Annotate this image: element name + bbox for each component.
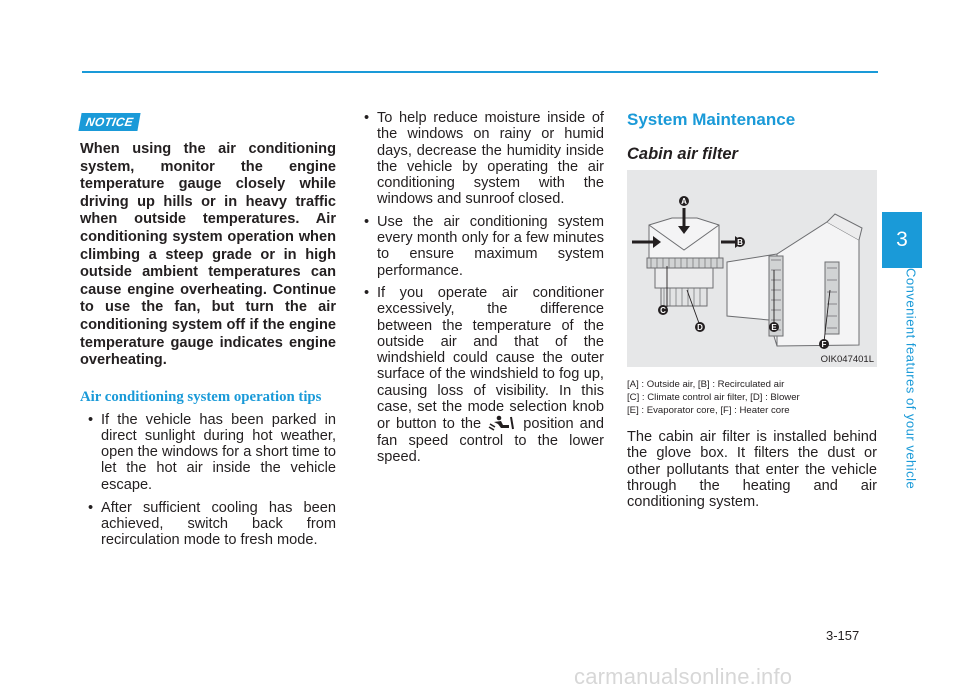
cabin-filter-figure (627, 170, 877, 367)
list-item: • After sufficient cooling has been achieved, switch back from recirculation mode to fresh mode. (88, 499, 336, 549)
tips-list-continued (356, 110, 604, 465)
list-item: • If you operate air conditioner excessively, the difference between the temperature of the outside air and that of the windshield could cause the outer surface of the windshield to fog up, causing loss of visibility. In this case, set the mode selection knob or button to the position and fan speed control to the lower speed. (364, 284, 604, 465)
list-item: • If the vehicle has been parked in direct sunlight during hot weather, open the windows for a short time to let the hot air inside the vehicle escape. (88, 411, 336, 493)
list-item: • To help reduce moisture inside of the windows on rainy or humid days, decrease the humidity inside the vehicle by operating the air conditioning system with the windows and sunroof closed. (364, 110, 604, 208)
floor-mode-icon (487, 415, 517, 431)
figure-code: OIK047401L (820, 354, 874, 365)
notice-text: When using the air conditioning system, monitor the engine temperature gauge closely while driving up hills or in heavy traffic when outside temperatures. Air conditioning system operation when climbing a steep grade or in high outside ambient temperatures can cause engine overheating. Continue to use the fan, but turn the air conditioning system off if the engine temperature gauge indicates engine overheating. (80, 141, 336, 369)
list-item: • Use the air conditioning system every month only for a few minutes to ensure maximum system performance. (364, 213, 604, 279)
watermark: carmanualsonline.info (574, 664, 793, 689)
section-title: System Maintenance (627, 110, 796, 129)
notice-badge: NOTICE (78, 113, 140, 131)
legend-line: [E] : Evaporator core, [F] : Heater core (627, 405, 790, 416)
header-rule (82, 71, 878, 73)
callout-d-label: D (697, 323, 703, 332)
chapter-label: Convenient features of your vehicle (903, 268, 919, 490)
legend-line: [C] : Climate control air filter, [D] : Blower (627, 392, 800, 403)
callout-f-label: F (821, 340, 827, 349)
right-column (627, 110, 877, 510)
left-column (80, 113, 336, 555)
callout-c-label: C (660, 306, 666, 315)
callout-b-label: B (737, 238, 743, 247)
figure-legend (627, 378, 877, 417)
callout-e-label: E (771, 323, 777, 332)
subsection-title: Cabin air filter (627, 145, 738, 163)
page-number: 3-157 (826, 628, 860, 643)
tips-heading: Air conditioning system operation tips (80, 388, 322, 405)
hvac-unit-illustration (627, 170, 877, 367)
middle-column (356, 110, 604, 471)
filter-description: The cabin air filter is installed behind the glove box. It filters the dust or other pollutants that enter the vehicle through the heating and air conditioning system. (627, 429, 877, 511)
callout-a-label: A (681, 197, 687, 206)
chapter-tab: 3 (882, 212, 922, 268)
legend-line: [A] : Outside air, [B] : Recirculated air (627, 379, 785, 390)
tips-list (80, 412, 336, 549)
